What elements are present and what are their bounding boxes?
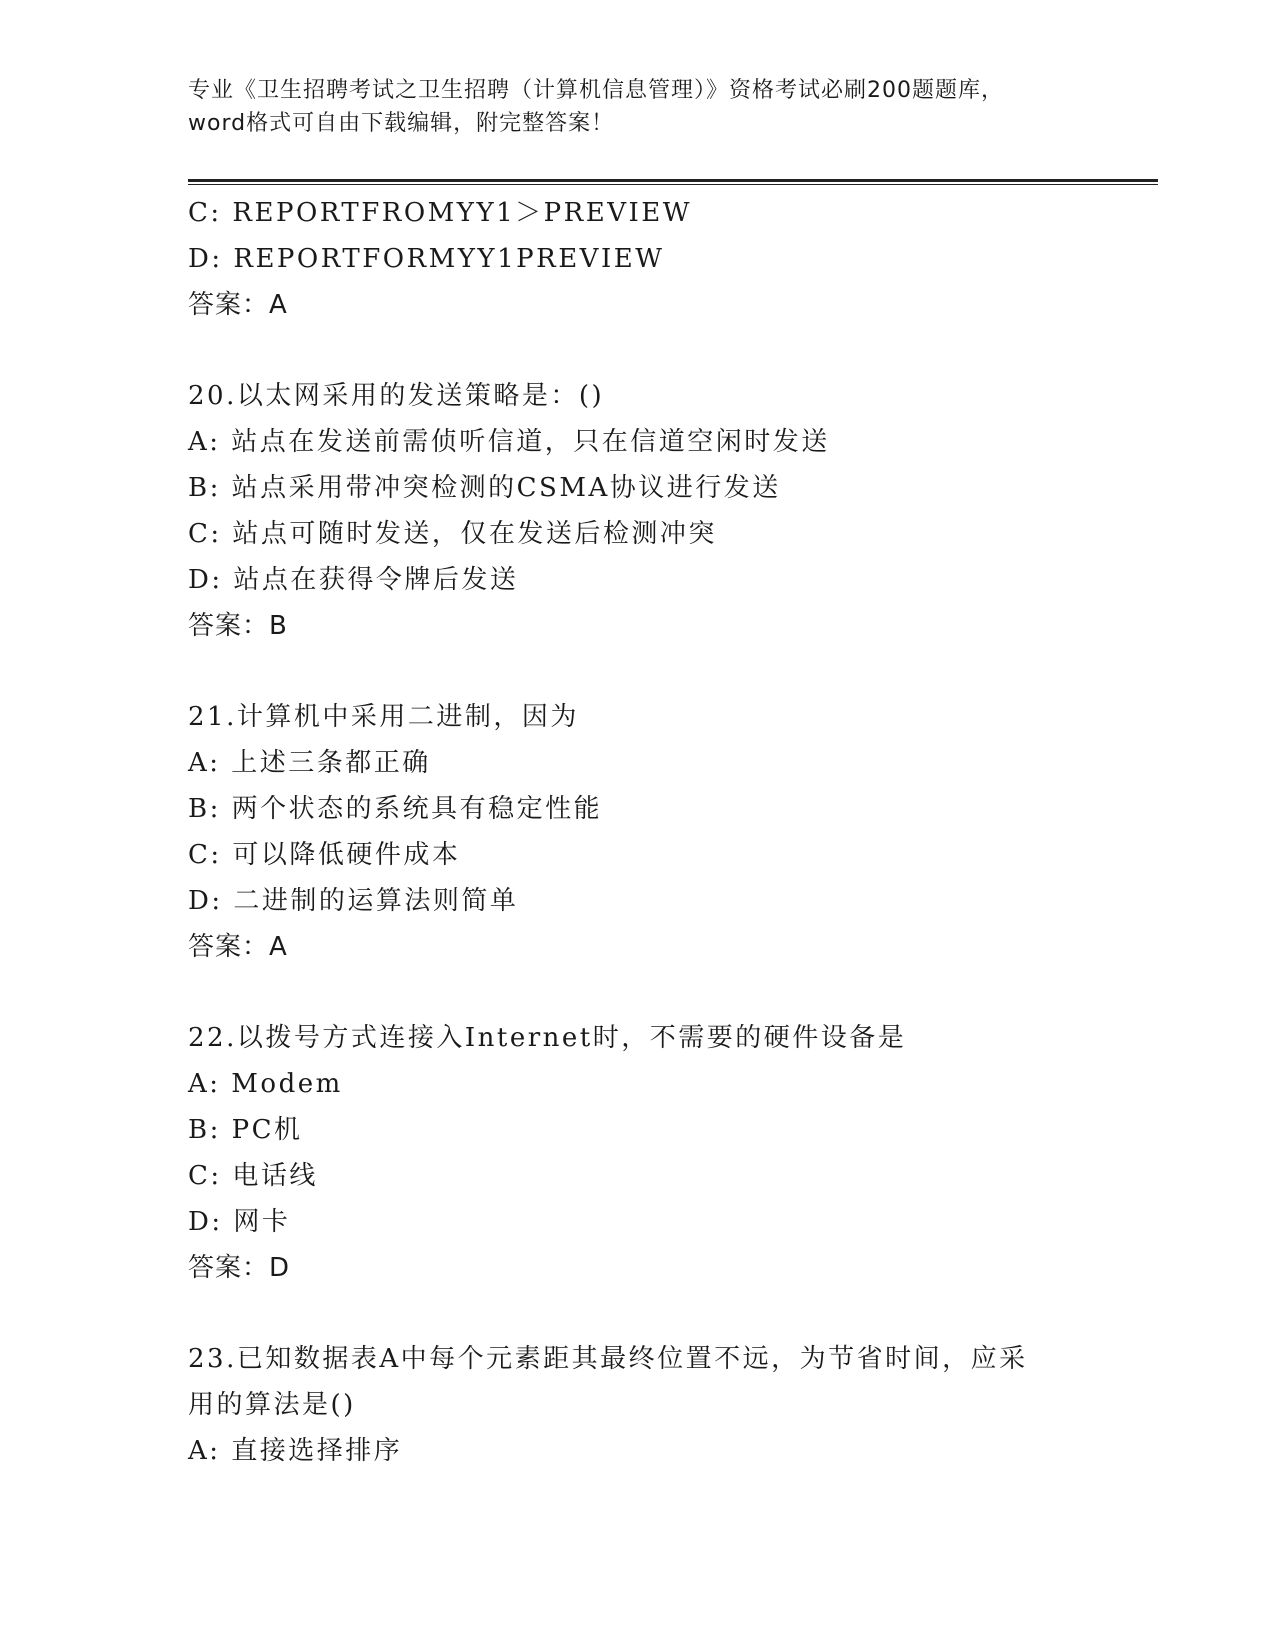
option-a: A: 直接选择排序 — [188, 1436, 403, 1466]
option-d: D: 网卡 — [188, 1207, 291, 1237]
spacer — [188, 328, 1088, 373]
header-divider-thin — [188, 184, 1158, 185]
option-b: B: 站点采用带冲突检测的CSMA协议进行发送 — [188, 473, 781, 503]
option-c: C: 站点可随时发送，仅在发送后检测冲突 — [188, 519, 717, 549]
question-21 — [188, 694, 1088, 970]
option-c: C: 电话线 — [188, 1161, 318, 1191]
question-stem: 23.已知数据表A中每个元素距其最终位置不远，为节省时间，应采用的算法是() — [188, 1344, 1028, 1420]
option-a: A: 站点在发送前需侦听信道，只在信道空闲时发送 — [188, 427, 830, 457]
header-divider-thick — [188, 179, 1158, 182]
option-b: B: 两个状态的系统具有稳定性能 — [188, 794, 603, 824]
option-d: D: 二进制的运算法则简单 — [188, 886, 519, 916]
answer-line: 答案：A — [188, 932, 288, 962]
answer-line: 答案：D — [188, 1253, 291, 1283]
answer-line: 答案：B — [188, 611, 288, 641]
option-c: C: 可以降低硬件成本 — [188, 840, 461, 870]
option-d: D: REPORTFORMYY1PREVIEW — [188, 244, 665, 274]
answer-line: 答案：A — [188, 290, 288, 320]
question-content — [188, 190, 1088, 1474]
question-22 — [188, 1015, 1088, 1291]
question-stem: 20.以太网采用的发送策略是：() — [188, 381, 605, 411]
option-c: C: REPORTFROMYY1＞PREVIEW — [188, 198, 692, 228]
header-line-1: 专业《卫生招聘考试之卫生招聘（计算机信息管理）》资格考试必刷200题题库， — [188, 78, 1004, 103]
spacer — [188, 970, 1088, 1015]
document-header — [188, 74, 1088, 140]
option-b: B: PC机 — [188, 1115, 303, 1145]
spacer — [188, 1291, 1088, 1336]
option-a: A: Modem — [188, 1069, 343, 1099]
previous-question-tail — [188, 190, 1088, 328]
question-23 — [188, 1336, 1088, 1474]
option-d: D: 站点在获得令牌后发送 — [188, 565, 519, 595]
header-line-2: word格式可自由下载编辑，附完整答案！ — [188, 111, 615, 136]
question-20 — [188, 373, 1088, 649]
question-stem: 21.计算机中采用二进制，因为 — [188, 702, 579, 732]
spacer — [188, 649, 1088, 694]
question-stem: 22.以拨号方式连接入Internet时，不需要的硬件设备是 — [188, 1023, 907, 1053]
option-a: A: 上述三条都正确 — [188, 748, 431, 778]
